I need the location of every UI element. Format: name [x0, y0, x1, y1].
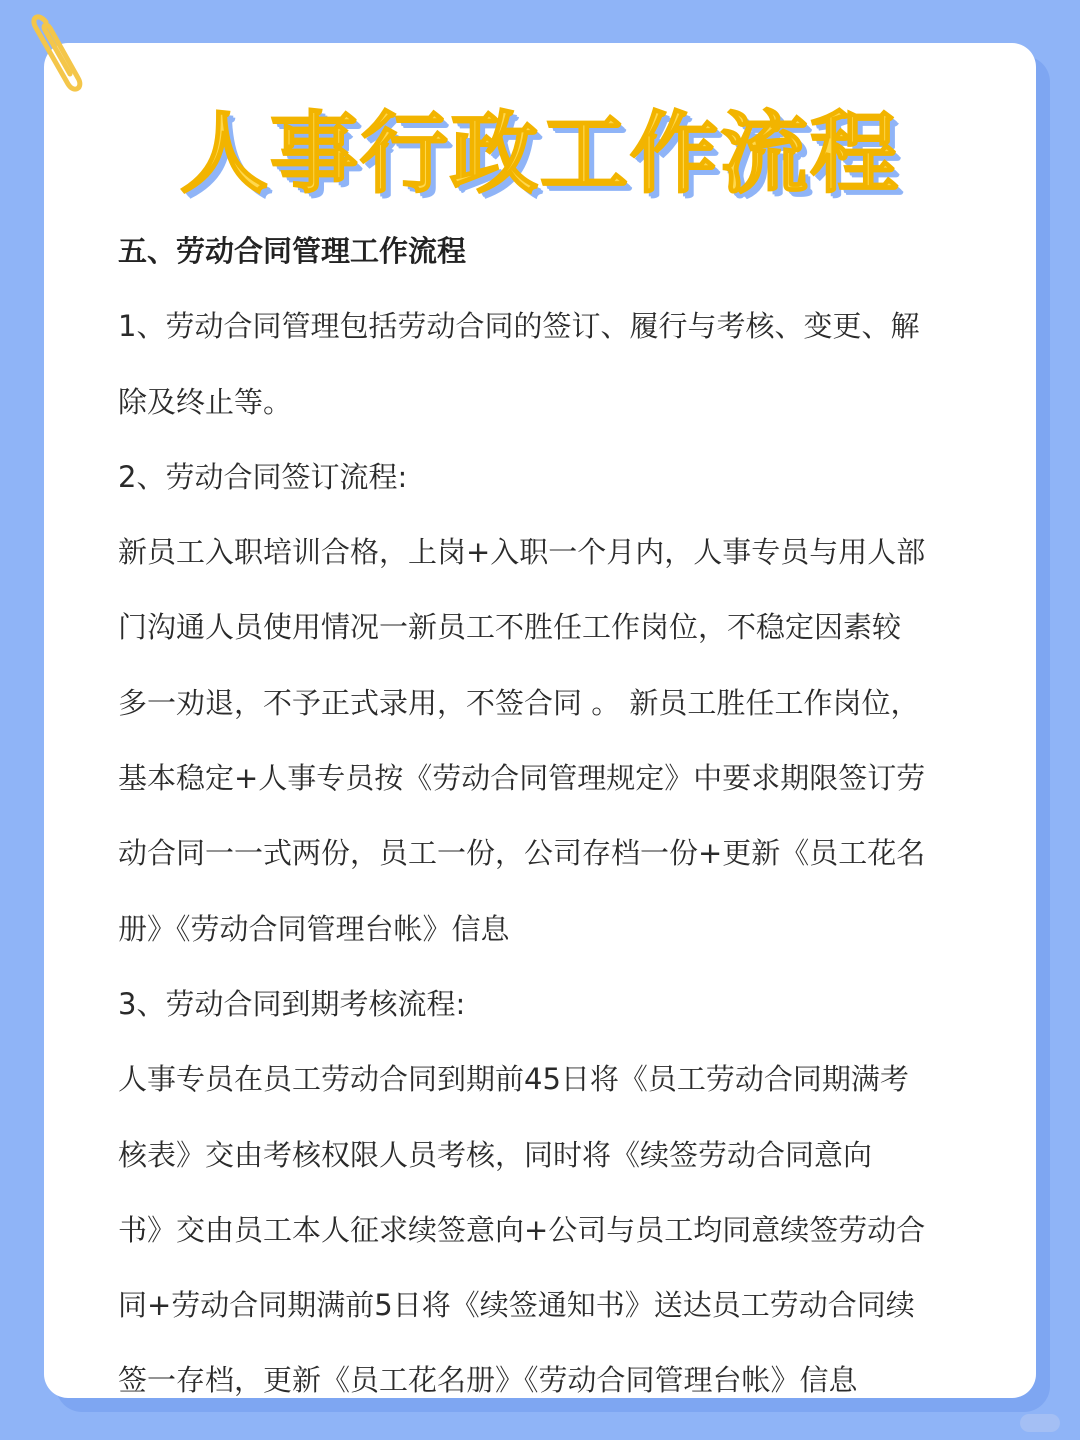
text-line: 书》交由员工本人征求续签意向+公司与员工均同意续签劳动合: [118, 1212, 926, 1247]
text-line: 新员工入职培训合格，上岗+入职一个月内，人事专员与用人部: [118, 535, 926, 570]
text-line: 核表》交由考核权限人员考核，同时将《续签劳动合同意向: [118, 1137, 873, 1172]
article-body: [118, 214, 958, 1419]
text-line: 2、劳动合同签订流程:: [118, 459, 408, 494]
watermark-badge: [1020, 1414, 1060, 1432]
text-line: 基本稳定+人事专员按《劳动合同管理规定》中要求期限签订劳: [118, 761, 926, 796]
text-line: 3、劳动合同到期考核流程:: [118, 986, 466, 1021]
text-line: 同+劳动合同期满前5日将《续签通知书》送达员工劳动合同续: [118, 1288, 915, 1323]
text-line: 册》《劳动合同管理台帐》信息: [118, 911, 510, 946]
text-line: 门沟通人员使用情况一新员工不胜任工作岗位，不稳定因素较: [118, 610, 902, 645]
page-title: 人事行政工作流程: [179, 102, 900, 205]
text-line: 人事专员在员工劳动合同到期前45日将《员工劳动合同期满考: [118, 1062, 909, 1097]
text-line: 动合同一一式两份，员工一份，公司存档一份+更新《员工花名: [118, 836, 926, 871]
text-line: 1、劳动合同管理包括劳动合同的签订、履行与考核、变更、解: [118, 309, 920, 344]
text-line: 签一存档，更新《员工花名册》《劳动合同管理台帐》信息: [118, 1363, 858, 1398]
text-line: 除及终止等。: [118, 384, 293, 419]
section-heading: 五、劳动合同管理工作流程: [118, 234, 467, 268]
paperclip-icon: [28, 8, 84, 100]
text-line: 多一劝退，不予正式录用，不签合同 。 新员工胜任工作岗位，: [118, 685, 920, 720]
